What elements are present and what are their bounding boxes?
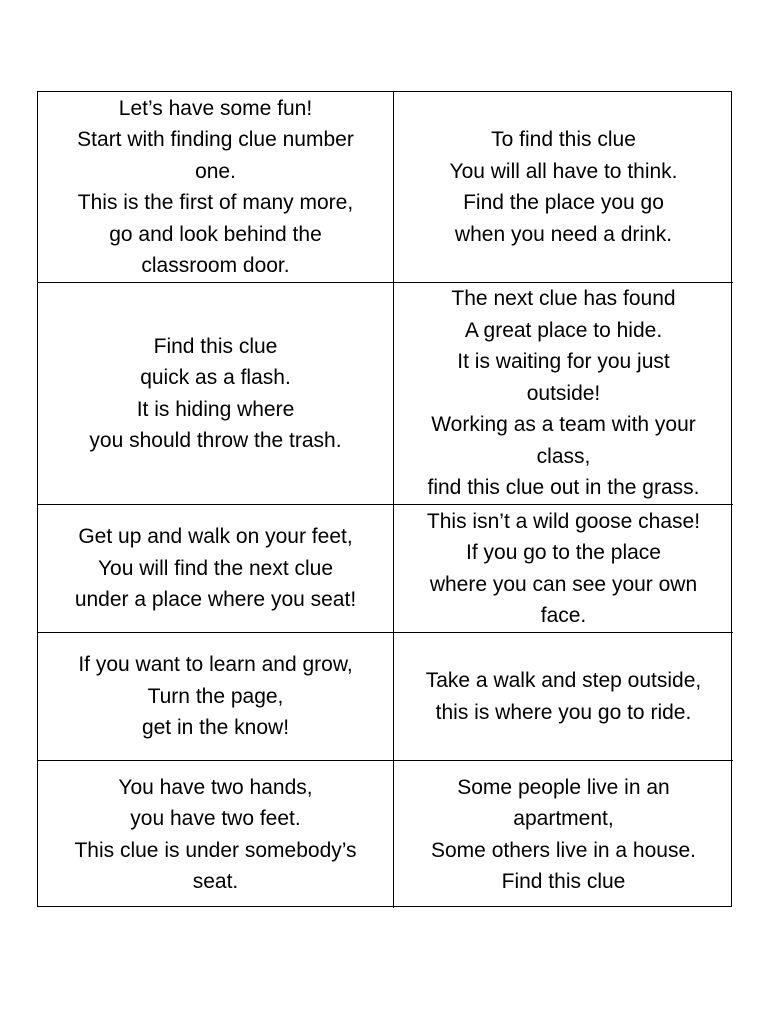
clue-line: face. [540,604,587,627]
clue-line: you have two feet. [130,807,301,830]
clue-line: this is where you go to ride. [435,700,692,724]
clue-card-table [37,91,732,907]
clue-line: If you want to learn and grow, [78,653,353,677]
clue-line: To find this clue [491,128,636,151]
clue-line: The next clue has found [451,287,676,311]
clue-card-9 [38,761,394,908]
clue-line: Find the place you go [463,191,664,214]
clue-line: get in the know! [141,716,290,740]
clue-line: Some people live in an [457,775,670,799]
clue-line: class, [536,444,591,468]
clue-line: It is hiding where [136,397,295,421]
clue-card-6 [394,505,733,633]
clue-line: apartment, [513,807,614,830]
clue-line: Take a walk and step outside, [425,669,702,692]
clue-card-8 [394,633,733,761]
clue-line: Find this clue [501,870,626,893]
clue-line: go and look behind the [109,222,322,246]
clue-line: Some others live in a house. [431,838,696,862]
clue-line: Let’s have some fun! [118,96,313,120]
clue-line: find this clue out in the grass. [427,476,700,500]
clue-line: when you need a drink. [454,222,673,246]
clue-card-1 [38,92,394,283]
clue-line: Start with finding clue number [77,128,354,151]
clue-line: You will all have to think. [449,159,678,183]
clue-line: Turn the page, [147,684,284,708]
clue-line: Working as a team with your [431,413,696,437]
clue-line: A great place to hide. [464,318,663,342]
clue-card-5 [38,505,394,633]
clue-line: you should throw the trash. [89,429,342,452]
clue-card-4 [394,283,733,505]
clue-card-7 [38,633,394,761]
clue-line: This is the first of many more, [77,191,354,214]
clue-line: It is waiting for you just [457,350,670,374]
clue-line: one. [195,159,236,183]
clue-line: classroom door. [141,254,290,277]
clue-card-10 [394,761,733,908]
clue-line: Get up and walk on your feet, [78,525,353,549]
clue-line: If you go to the place [466,541,661,564]
clue-card-2 [394,92,733,283]
clue-line: This clue is under somebody’s [74,838,357,862]
clue-line: under a place where you seat! [74,588,357,612]
clue-line: Find this clue [153,334,278,358]
clue-line: where you can see your own [429,572,698,596]
clue-card-3 [38,283,394,505]
clue-line: seat. [192,870,239,893]
clue-line: quick as a flash. [140,366,291,389]
clue-line: outside! [526,381,601,405]
clue-line: You will find the next clue [97,556,334,580]
clue-line: You have two hands, [118,775,313,799]
clue-line: This isn’t a wild goose chase! [426,509,701,533]
